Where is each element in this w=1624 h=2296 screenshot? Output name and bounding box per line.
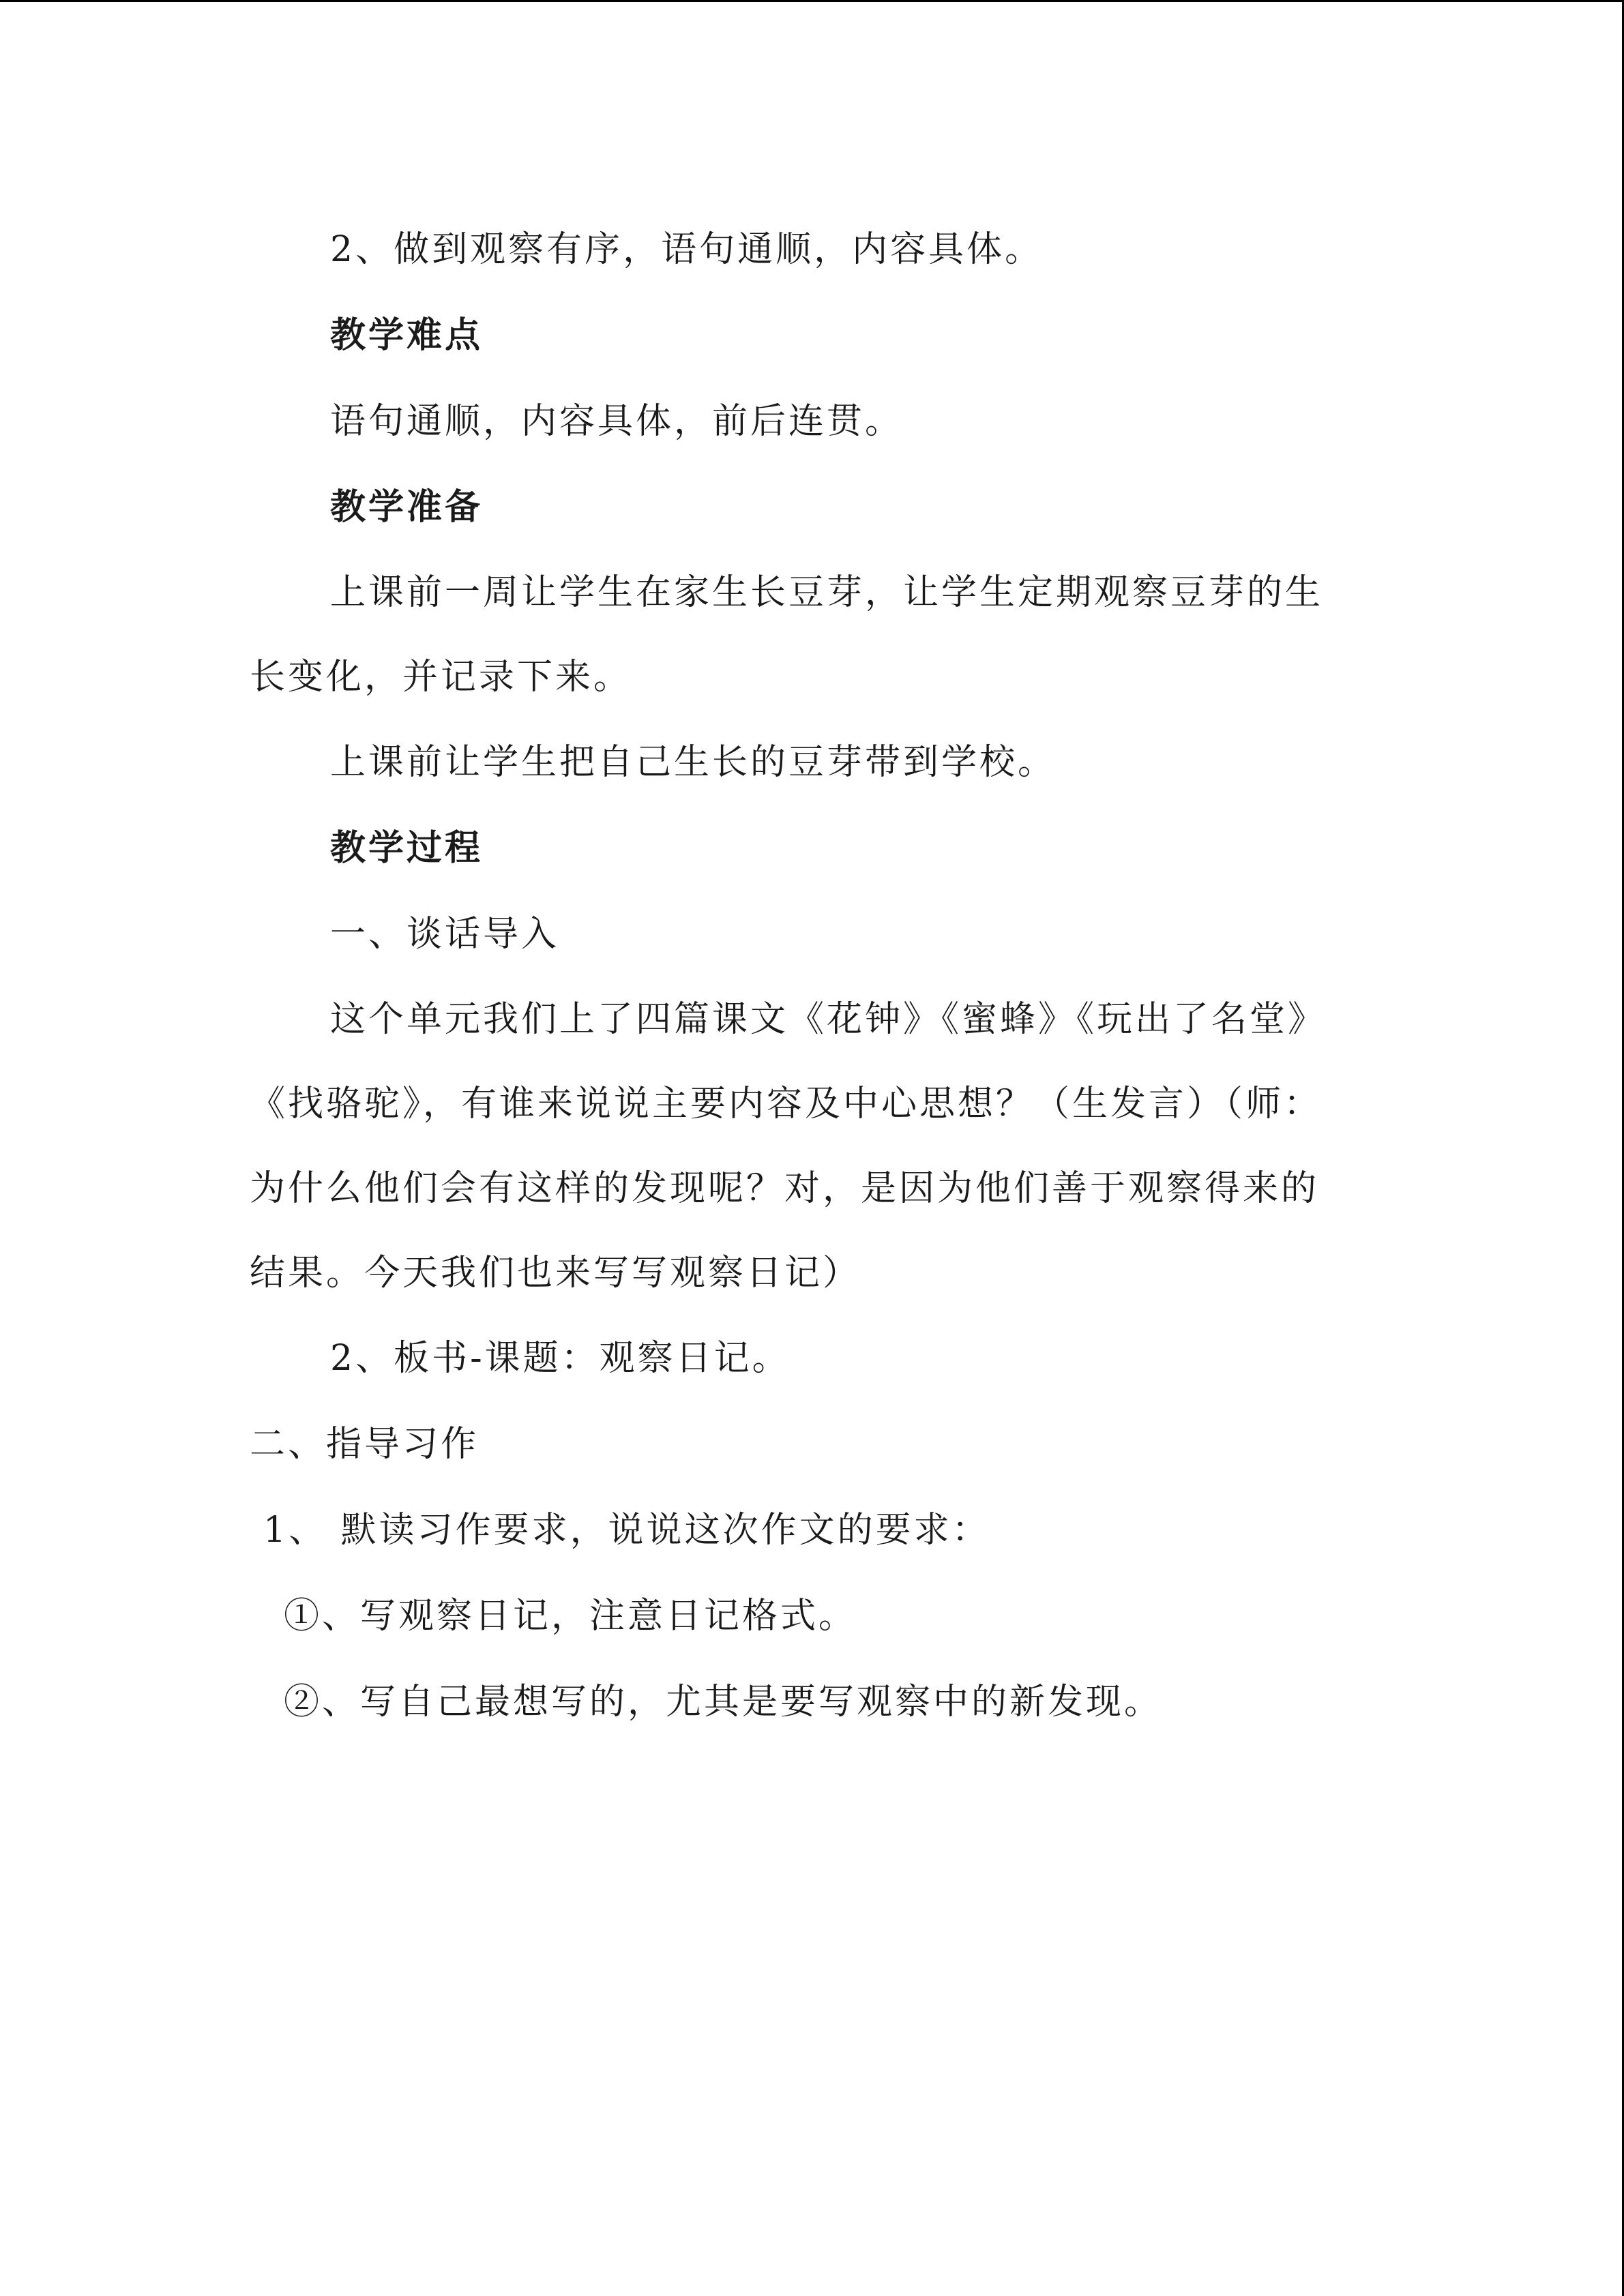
step-1-item-2: 2、板书-课题：观察日记。 (330, 1338, 791, 1379)
section-heading-process: 教学过程 (330, 828, 484, 869)
requirement-2: ②、写自己最想写的，尤其是要写观察中的新发现。 (284, 1682, 1163, 1723)
preparation-paragraph-1: 上课前一周让学生在家生长豆芽，让学生定期观察豆芽的生长变化，并记录下来。 (250, 572, 1324, 698)
section-heading-preparation: 教学准备 (330, 487, 484, 528)
preparation-paragraph-2: 上课前让学生把自己生长的豆芽带到学校。 (330, 742, 1057, 783)
step-1-title: 一、谈话导入 (330, 914, 560, 955)
goal-item-2: 2、做到观察有序，语句通顺，内容具体。 (330, 229, 1044, 270)
step-2-title: 二、指导习作 (250, 1424, 479, 1465)
requirement-1: ①、写观察日记，注意日记格式。 (284, 1596, 857, 1637)
difficulty-paragraph: 语句通顺，内容具体，前后连贯。 (330, 401, 904, 442)
section-heading-difficulty: 教学难点 (330, 315, 484, 356)
step-1-paragraph: 这个单元我们上了四篇课文《花钟》《蜜蜂》《玩出了名堂》《找骆驼》，有谁来说说主要内容及中心思想？（生发言）（师：为什么他们会有这样的发现呢？对，是因为他们善于观察得来的结果。今天我们也来写写观察日记） (250, 999, 1327, 1294)
document-body (250, 207, 1355, 1745)
step-2-item-1: 1、 默读习作要求，说说这次作文的要求： (263, 1510, 990, 1551)
